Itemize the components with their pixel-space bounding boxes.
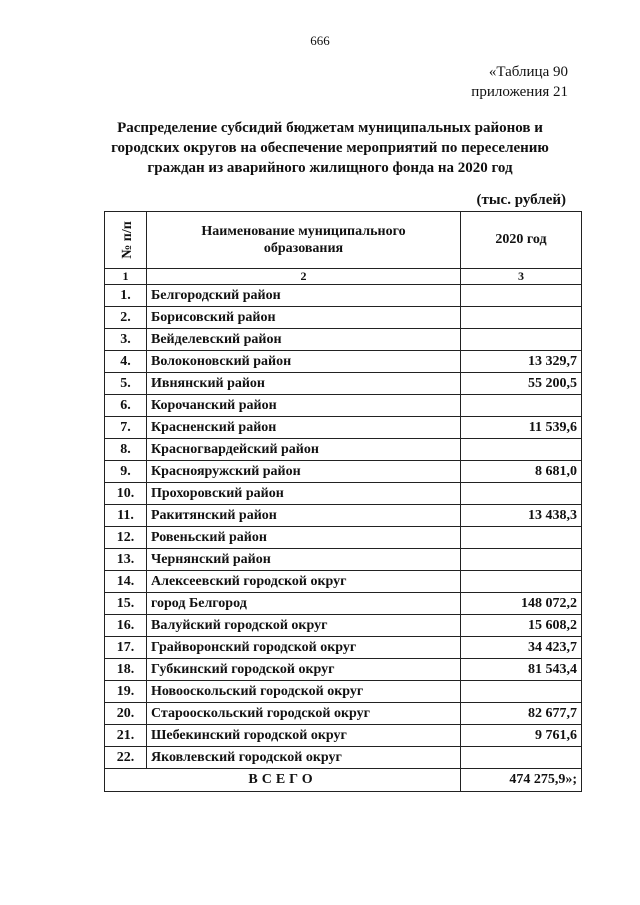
table-row xyxy=(105,681,582,703)
table-row xyxy=(105,549,582,571)
page-number: 666 xyxy=(310,33,330,48)
district-name: Ракитянский район xyxy=(147,505,461,527)
row-number: 17. xyxy=(105,637,147,659)
district-name: Яковлевский городской округ xyxy=(147,747,461,769)
table-row xyxy=(105,703,582,725)
table-row xyxy=(105,725,582,747)
table-header-row xyxy=(105,212,582,269)
table-row xyxy=(105,395,582,417)
column-number: 2 xyxy=(147,269,461,285)
subsidy-value xyxy=(461,395,582,417)
subsidy-value: 9 761,6 xyxy=(461,725,582,747)
row-number: 5. xyxy=(105,373,147,395)
table-row xyxy=(105,483,582,505)
district-name: Грайворонский городской округ xyxy=(147,637,461,659)
district-name: Губкинский городской округ xyxy=(147,659,461,681)
subsidy-value xyxy=(461,439,582,461)
row-number: 12. xyxy=(105,527,147,549)
header-num-label: № п/п xyxy=(119,221,135,259)
row-number: 10. xyxy=(105,483,147,505)
district-name: Белгородский район xyxy=(147,285,461,307)
district-name: Прохоровский район xyxy=(147,483,461,505)
table-row xyxy=(105,593,582,615)
district-name: Новооскольский городской округ xyxy=(147,681,461,703)
district-name: Вейделевский район xyxy=(147,329,461,351)
district-name: город Белгород xyxy=(147,593,461,615)
subsidy-value: 81 543,4 xyxy=(461,659,582,681)
row-number: 4. xyxy=(105,351,147,373)
district-name: Красногвардейский район xyxy=(147,439,461,461)
table-row xyxy=(105,351,582,373)
subsidy-value xyxy=(461,571,582,593)
table-row xyxy=(105,659,582,681)
row-number: 15. xyxy=(105,593,147,615)
district-name: Борисовский район xyxy=(147,307,461,329)
header-year: 2020 год xyxy=(461,212,582,269)
row-number: 20. xyxy=(105,703,147,725)
row-number: 11. xyxy=(105,505,147,527)
district-name: Ровеньский район xyxy=(147,527,461,549)
total-label: ВСЕГО xyxy=(105,769,461,792)
title-line-1: Распределение субсидий бюджетам муниципальных районов и xyxy=(117,120,543,136)
district-name: Шебекинский городской округ xyxy=(147,725,461,747)
row-number: 19. xyxy=(105,681,147,703)
subsidy-value xyxy=(461,747,582,769)
document-title xyxy=(100,118,560,178)
total-value: 474 275,9»; xyxy=(461,769,582,792)
district-name: Чернянский район xyxy=(147,549,461,571)
table-row xyxy=(105,439,582,461)
table-row xyxy=(105,527,582,549)
row-number: 14. xyxy=(105,571,147,593)
column-number: 3 xyxy=(461,269,582,285)
row-number: 3. xyxy=(105,329,147,351)
row-number: 6. xyxy=(105,395,147,417)
table-row xyxy=(105,747,582,769)
subsidy-value xyxy=(461,483,582,505)
subsidy-value: 148 072,2 xyxy=(461,593,582,615)
table-reference-line-1: «Таблица 90 xyxy=(488,64,568,80)
header-name xyxy=(147,212,461,269)
table-reference xyxy=(471,62,568,102)
table-row xyxy=(105,307,582,329)
district-name: Ивнянский район xyxy=(147,373,461,395)
row-number: 1. xyxy=(105,285,147,307)
subsidy-value: 15 608,2 xyxy=(461,615,582,637)
table-row xyxy=(105,329,582,351)
subsidy-value: 34 423,7 xyxy=(461,637,582,659)
district-name: Краснояружский район xyxy=(147,461,461,483)
subsidy-value: 11 539,6 xyxy=(461,417,582,439)
table-body xyxy=(105,285,582,769)
subsidy-value xyxy=(461,549,582,571)
column-numbers-row xyxy=(105,269,582,285)
row-number: 8. xyxy=(105,439,147,461)
row-number: 22. xyxy=(105,747,147,769)
row-number: 9. xyxy=(105,461,147,483)
table-reference-line-2: приложения 21 xyxy=(471,84,568,100)
table-row xyxy=(105,505,582,527)
header-name-line-1: Наименование муниципального xyxy=(201,224,406,239)
header-name-line-2: образования xyxy=(263,241,344,256)
subsidy-value xyxy=(461,681,582,703)
total-row xyxy=(105,769,582,792)
title-line-3: граждан из аварийного жилищного фонда на 2020 год xyxy=(147,160,513,176)
row-number: 16. xyxy=(105,615,147,637)
column-number: 1 xyxy=(105,269,147,285)
header-num xyxy=(105,212,147,269)
row-number: 18. xyxy=(105,659,147,681)
table-row xyxy=(105,637,582,659)
district-name: Валуйский городской округ xyxy=(147,615,461,637)
district-name: Корочанский район xyxy=(147,395,461,417)
subsidy-value xyxy=(461,329,582,351)
district-name: Алексеевский городской округ xyxy=(147,571,461,593)
table-row xyxy=(105,615,582,637)
row-number: 7. xyxy=(105,417,147,439)
title-line-2: городских округов на обеспечение мероприятий по переселению xyxy=(111,140,549,156)
subsidy-value: 8 681,0 xyxy=(461,461,582,483)
units-label: (тыс. рублей) xyxy=(476,192,566,208)
subsidy-value: 55 200,5 xyxy=(461,373,582,395)
district-name: Старооскольский городской округ xyxy=(147,703,461,725)
table-row xyxy=(105,461,582,483)
subsidy-value: 13 438,3 xyxy=(461,505,582,527)
subsidies-table xyxy=(104,211,582,792)
row-number: 2. xyxy=(105,307,147,329)
subsidy-value xyxy=(461,527,582,549)
table-row xyxy=(105,285,582,307)
subsidy-value xyxy=(461,285,582,307)
district-name: Красненский район xyxy=(147,417,461,439)
row-number: 13. xyxy=(105,549,147,571)
subsidy-value: 82 677,7 xyxy=(461,703,582,725)
subsidy-value: 13 329,7 xyxy=(461,351,582,373)
table-row xyxy=(105,373,582,395)
district-name: Волоконовский район xyxy=(147,351,461,373)
row-number: 21. xyxy=(105,725,147,747)
subsidy-value xyxy=(461,307,582,329)
table-row xyxy=(105,417,582,439)
table-row xyxy=(105,571,582,593)
